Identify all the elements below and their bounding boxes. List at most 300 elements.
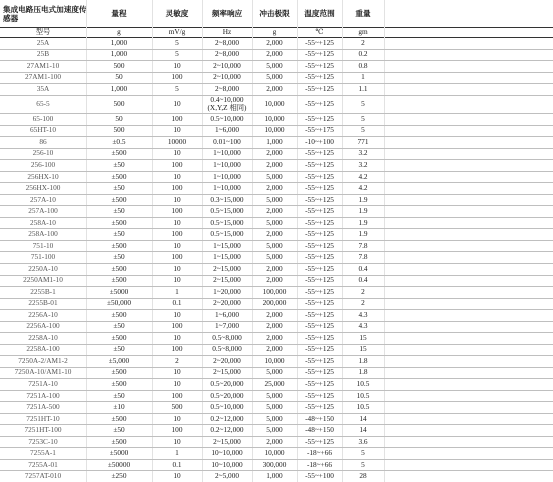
cell-range: ±500 [111,413,127,423]
row-divider [0,228,553,229]
cell-temp: -55~+125 [305,436,334,446]
cell-weight: 0.8 [358,60,368,70]
cell-range: 50 [115,113,123,123]
cell-sens: 0.1 [172,298,182,308]
cell-sens: 10 [173,413,181,423]
table-row [0,148,553,160]
cell-range: ±50 [113,183,125,193]
cell-temp: -55~+125 [305,49,334,59]
cell-freq: 0.5~10,000 [210,402,244,412]
table-row [0,113,553,125]
table-row [0,459,553,471]
cell-weight: 771 [357,136,369,146]
cell-temp: -55~+125 [305,113,334,123]
cell-freq: 0.5~20,000 [210,379,244,388]
cell-model: 7251A-500 [26,402,60,412]
cell-sens: 1 [175,286,179,296]
cell-model: 2250AM1-10 [23,275,63,285]
table-row [0,240,553,252]
cell-shock: 5,000 [266,72,283,82]
row-divider [0,332,553,333]
cell-range: ±500 [111,217,127,227]
cell-model: 7251HT-100 [24,425,62,435]
cell-sens: 100 [171,390,183,400]
cell-freq: 0.5~15,000 [210,217,244,227]
cell-model: 2250A-10 [28,263,58,273]
cell-freq: 0.2~12,000 [210,425,244,435]
row-divider [0,136,553,137]
header-range: 量程 [111,8,127,18]
cell-model: 25A [36,37,50,47]
cell-freq: 1~15,000 [213,240,241,250]
cell-shock: 5,000 [266,402,283,412]
cell-weight: 0.4 [358,263,368,273]
cell-weight: 2 [361,37,365,47]
cell-sens: 10 [173,240,181,250]
cell-temp: -55~+125 [305,171,334,181]
table-row [0,194,553,206]
cell-model: 7250A-2/AM1-2 [18,355,68,365]
cell-sens: 5 [175,37,179,47]
table-row [0,344,553,356]
unit-temperature: ℃ [315,27,324,36]
table-row [0,205,553,217]
cell-sens: 10 [173,125,181,135]
row-divider [0,344,553,345]
cell-temp: -55~+125 [305,298,334,308]
row-divider [0,205,553,206]
cell-shock: 2,000 [266,436,283,446]
cell-sens: 100 [171,113,183,123]
cell-model: 257A-10 [30,194,56,204]
cell-freq: 0.5~15,000 [210,206,244,216]
cell-freq: 2~8,000 [214,37,239,47]
cell-model: 256-10 [32,148,54,158]
cell-freq: 1~6,000 [214,125,239,135]
table-row [0,217,553,229]
row-divider [0,436,553,437]
cell-temp: -55~+125 [305,37,334,47]
cell-model: 751-100 [30,252,56,262]
cell-sens: 10 [173,332,181,342]
cell-shock: 2,000 [266,263,283,273]
cell-temp: -55~+100 [305,471,334,481]
cell-range: ±50 [113,344,125,354]
row-divider [0,321,553,322]
cell-shock: 2,000 [266,206,283,216]
cell-weight: 1.9 [358,206,368,216]
cell-weight: 10.5 [356,402,370,412]
row-divider [0,148,553,149]
cell-temp: -18~+66 [306,448,333,458]
cell-model: 27AM1-10 [26,60,60,70]
cell-temp: -55~+125 [305,275,334,285]
cell-temp: -55~+125 [305,240,334,250]
table-row [0,251,553,263]
cell-weight: 5 [361,98,365,108]
table-row [0,355,553,367]
cell-temp: -55~+125 [305,390,334,400]
units-divider [0,37,553,38]
table-row [0,263,553,275]
row-divider [0,49,553,50]
row-divider [0,447,553,448]
cell-shock: 10,000 [264,355,285,365]
table-row [0,95,553,114]
cell-freq: 1~10,000 [213,171,241,181]
row-divider [0,240,553,241]
cell-freq: 1~7,000 [214,321,239,331]
cell-shock: 2,000 [266,160,283,169]
row-divider [0,217,553,218]
cell-weight: 15 [359,344,367,354]
cell-shock: 2,000 [266,49,283,59]
table-row [0,286,553,298]
cell-range: 1,000 [110,49,128,59]
cell-model: 27AM1-100 [24,72,62,82]
cell-freq: 2~8,000 [214,49,239,59]
cell-model: 256HX-100 [25,183,61,193]
cell-shock: 2,000 [266,183,283,193]
cell-range: ±50 [113,321,125,331]
header-temperature: 温度范围 [304,8,335,18]
cell-freq: 2~15,000 [213,263,241,273]
cell-sens: 10 [173,148,181,158]
cell-range: ±50 [113,229,125,239]
cell-freq: 0.5~8,000 [212,332,242,342]
cell-sens: 10000 [167,136,187,146]
table-row [0,228,553,240]
table-row [0,321,553,333]
cell-range: ±5,000 [108,355,130,365]
cell-temp: -55~+125 [305,98,334,108]
cell-temp: -55~+125 [305,252,334,262]
cell-model: 7251A-100 [26,390,60,400]
cell-freq: 0.2~12,000 [210,413,244,423]
table-row [0,401,553,413]
cell-weight: 0.2 [358,49,368,59]
cell-sens: 100 [171,344,183,354]
cell-weight: 10.5 [356,379,370,388]
unit-frequency: Hz [222,27,232,36]
table-row [0,470,553,482]
row-divider [0,355,553,356]
row-divider [0,275,553,276]
table-row [0,182,553,194]
cell-freq: 2~10,000 [213,72,241,82]
cell-weight: 1.1 [358,83,368,93]
cell-temp: -18~+66 [306,459,333,469]
cell-weight: 1.9 [358,217,368,227]
table-row [0,298,553,310]
cell-freq: 1~20,000 [213,286,241,296]
cell-temp: -55~+125 [305,355,334,365]
cell-model: 7251HT-10 [26,413,60,423]
cell-range: ±500 [111,436,127,446]
header-weight: 重量 [355,8,371,18]
cell-shock: 5,000 [266,217,283,227]
cell-shock: 10,000 [264,125,285,135]
cell-model: 258A-100 [28,229,58,239]
table-row [0,390,553,402]
cell-sens: 100 [171,229,183,239]
units-row [0,27,553,37]
row-divider [0,401,553,402]
cell-weight: 4.2 [358,183,368,193]
cell-weight: 5 [361,125,365,135]
cell-model: 2256A-10 [28,309,58,319]
row-divider [0,413,553,414]
row-divider [0,60,553,61]
cell-sens: 10 [173,60,181,70]
cell-range: 1,000 [110,83,128,93]
cell-weight: 3.2 [358,148,368,158]
cell-freq: 2~20,000 [213,298,241,308]
cell-freq: 1~6,000 [214,309,239,319]
cell-sens: 10 [173,471,181,481]
row-divider [0,171,553,172]
cell-sens: 100 [171,183,183,193]
cell-sens: 2 [175,355,179,365]
cell-temp: -55~+125 [305,309,334,319]
cell-weight: 4.2 [358,171,368,181]
cell-temp: -55~+125 [305,194,334,204]
row-divider [0,159,553,160]
cell-temp: -55~+125 [305,60,334,70]
cell-temp: -55~+125 [305,379,334,388]
cell-temp: -55~+125 [305,160,334,169]
row-divider [0,378,553,379]
cell-range: ±10 [113,402,125,412]
cell-freq: 0.5~8,000 [212,344,242,354]
cell-range: ±500 [111,309,127,319]
cell-sens: 0.1 [172,459,182,469]
cell-sens: 100 [171,206,183,216]
cell-model: 86 [39,136,47,146]
table-row [0,72,553,84]
table-row [0,413,553,425]
header-sensitivity: 灵敏度 [165,8,189,18]
cell-model: 257A-100 [28,206,58,216]
row-divider [0,367,553,368]
cell-shock: 25,000 [264,379,285,388]
cell-sens: 100 [171,321,183,331]
cell-sens: 100 [171,425,183,435]
cell-freq: 0.5~10,000 [210,113,244,123]
cell-sens: 100 [171,252,183,262]
cell-shock: 5,000 [266,240,283,250]
row-divider [0,286,553,287]
cell-weight: 1.8 [358,367,368,377]
row-divider [0,113,553,114]
row-divider [0,459,553,460]
cell-shock: 1,000 [266,471,283,481]
cell-range: ±500 [111,194,127,204]
row-divider [0,251,553,252]
cell-freq: 1~10,000 [213,148,241,158]
cell-model: 2258A-100 [26,344,60,354]
table-row [0,83,553,95]
cell-freq: 2~15,000 [213,436,241,446]
row-divider [0,83,553,84]
cell-temp: -55~+125 [305,344,334,354]
cell-model: 2255B-01 [28,298,58,308]
cell-range: ±500 [111,367,127,377]
cell-shock: 5,000 [266,367,283,377]
cell-sens: 10 [173,436,181,446]
cell-sens: 10 [173,309,181,319]
table-row [0,171,553,183]
table-row [0,436,553,448]
row-divider [0,309,553,310]
header-shock: 冲击极限 [259,8,290,18]
cell-weight: 7.8 [358,240,368,250]
cell-range: ±50 [113,425,125,435]
cell-weight: 2 [361,286,365,296]
cell-range: ±500 [111,379,127,388]
cell-weight: 15 [359,332,367,342]
cell-weight: 1.9 [358,229,368,239]
cell-shock: 300,000 [262,459,287,469]
cell-shock: 2,000 [266,344,283,354]
cell-weight: 1.8 [358,355,368,365]
cell-temp: -55~+125 [305,206,334,216]
unit-model: 型号 [35,27,51,36]
cell-model: 256-100 [30,160,56,169]
cell-freq: 1~10,000 [213,183,241,193]
cell-shock: 10,000 [264,98,285,108]
cell-range: ±50 [113,252,125,262]
cell-range: ±50,000 [106,298,132,308]
cell-weight: 5 [361,448,365,458]
cell-range: ±50 [113,160,125,169]
cell-temp: -55~+125 [305,402,334,412]
cell-range: ±500 [111,240,127,250]
cell-range: 50 [115,72,123,82]
cell-shock: 5,000 [266,171,283,181]
cell-model: 65-5 [36,98,50,108]
cell-sens: 10 [173,194,181,204]
cell-range: 1,000 [110,37,128,47]
cell-range: ±500 [111,332,127,342]
cell-weight: 3.2 [358,160,368,169]
cell-temp: -55~+125 [305,217,334,227]
cell-weight: 14 [359,425,367,435]
cell-weight: 3.6 [358,436,368,446]
cell-freq: 10~10,000 [211,448,243,458]
cell-freq: 2~8,000 [214,83,239,93]
cell-range: 500 [113,60,125,70]
cell-shock: 2,000 [266,332,283,342]
row-divider [0,72,553,73]
table-row [0,275,553,287]
table-row [0,309,553,321]
unit-range: g [117,27,121,36]
table-row [0,37,553,49]
table-row [0,367,553,379]
cell-range: ±5000 [109,286,129,296]
cell-temp: -55~+125 [305,263,334,273]
cell-model: 65HT-10 [29,125,57,135]
cell-temp: -55~+125 [305,229,334,239]
cell-freq: 0.5~15,000 [210,229,244,239]
cell-shock: 5,000 [266,425,283,435]
cell-shock: 2,000 [266,83,283,93]
header-frequency: 频率响应 [211,8,243,18]
cell-range: ±500 [111,275,127,285]
cell-freq: 2~10,000 [213,60,241,70]
cell-temp: -10~+100 [305,136,334,146]
cell-temp: -55~+125 [305,72,334,82]
unit-sensitivity: mV/g [168,27,186,36]
cell-shock: 5,000 [266,413,283,423]
cell-model: 7253C-10 [28,436,58,446]
cell-temp: -55~+125 [305,148,334,158]
table-row [0,136,553,148]
cell-shock: 10,000 [264,113,285,123]
cell-weight: 14 [359,413,367,423]
cell-shock: 2,000 [266,321,283,331]
cell-weight: 1.9 [358,194,368,204]
row-divider [0,263,553,264]
table-row [0,125,553,137]
table-row [0,49,553,61]
cell-weight: 0.4 [358,275,368,285]
cell-freq: 2~15,000 [213,367,241,377]
cell-model: 7251A-10 [28,379,58,388]
table-row [0,378,553,390]
cell-temp: -55~+125 [305,286,334,296]
cell-freq: 0.3~15,000 [210,194,244,204]
cell-freq: 2~15,000 [213,275,241,285]
unit-weight: gm [358,27,368,36]
cell-model: 256HX-10 [27,171,59,181]
cell-shock: 200,000 [262,298,287,308]
table-row [0,424,553,436]
row-divider [0,194,553,195]
cell-shock: 5,000 [266,194,283,204]
cell-freq: 2~5,000 [214,471,239,481]
cell-freq: 0.01~100 [213,136,241,146]
cell-temp: -55~+175 [305,125,334,135]
cell-weight: 10.5 [356,390,370,400]
table-row [0,60,553,72]
cell-shock: 2,000 [266,148,283,158]
cell-shock: 2,000 [266,37,283,47]
cell-model: 2258A-10 [28,332,58,342]
cell-range: ±50 [113,206,125,216]
cell-sens: 100 [171,72,183,82]
cell-model: 7257AT-010 [24,471,62,481]
cell-range: ±250 [111,471,127,481]
cell-range: ±5000 [109,448,129,458]
cell-model: 25B [36,49,50,59]
cell-range: ±500 [111,148,127,158]
row-divider [0,424,553,425]
cell-shock: 5,000 [266,60,283,70]
cell-temp: -55~+125 [305,332,334,342]
cell-range: 500 [113,125,125,135]
cell-sens: 100 [171,160,183,169]
cell-weight: 5 [361,459,365,469]
cell-sens: 10 [173,367,181,377]
unit-shock: g [272,27,277,36]
cell-freq: 0.5~20,000 [210,390,244,400]
cell-freq: 10~10,000 [211,459,243,469]
cell-sens: 10 [173,217,181,227]
cell-shock: 2,000 [266,275,283,285]
cell-range: ±500 [111,171,127,181]
